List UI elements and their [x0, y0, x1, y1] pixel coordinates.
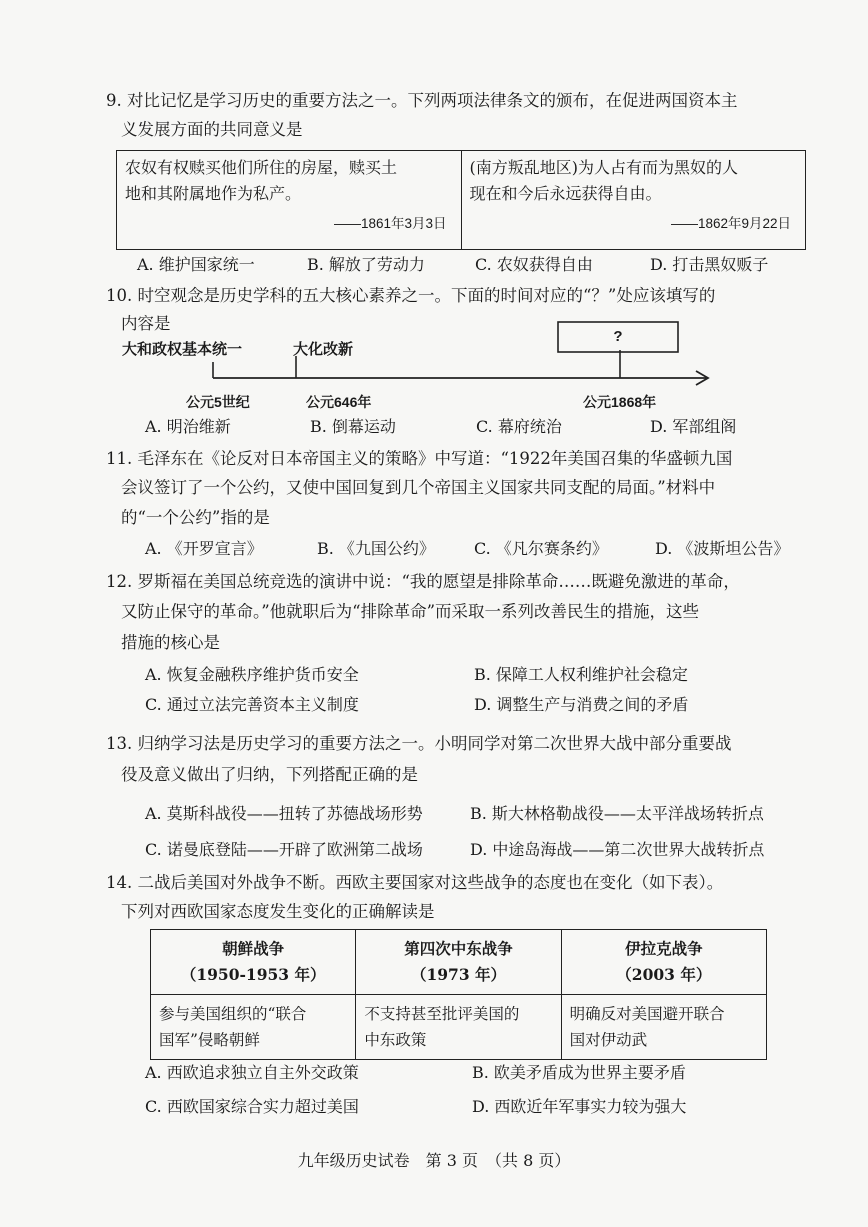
- q10-option-c[interactable]: C. 幕府统治: [476, 417, 562, 436]
- table-row: [151, 995, 767, 1060]
- q12-option-a[interactable]: A. 恢复金融秩序维护货币安全: [145, 665, 359, 684]
- q12-stem-line1: 12. 罗斯福在美国总统竞选的演讲中说：“我的愿望是排除革命……既避免激进的革命，: [106, 572, 740, 591]
- q9-option-a[interactable]: A. 维护国家统一: [137, 255, 255, 274]
- q9-right-line2: 现在和今后永远获得自由。: [469, 184, 662, 203]
- q9-right-line1: (南方叛乱地区)为人占有而为黑奴的人: [469, 158, 738, 177]
- q13-option-d[interactable]: D. 中途岛海战——第二次世界大战转折点: [470, 840, 765, 859]
- table-cell-attitude: [356, 995, 561, 1060]
- q11-option-d[interactable]: D. 《波斯坦公告》: [655, 539, 790, 558]
- q13-option-b[interactable]: B. 斯大林格勒战役——太平洋战场转折点: [470, 804, 764, 823]
- table-cell-attitude: [561, 995, 766, 1060]
- q9-option-b[interactable]: B. 解放了劳动力: [307, 255, 425, 274]
- q13-option-c[interactable]: C. 诺曼底登陆——开辟了欧洲第二战场: [145, 840, 423, 859]
- q9-stem-line1: 9. 对比记忆是学习历史的重要方法之一。下列两项法律条文的颁布，在促进两国资本主: [106, 91, 738, 110]
- timeline-event-1: 大和政权基本统一: [122, 340, 243, 358]
- cell-line: 国对伊动武: [569, 1031, 648, 1049]
- q12-stem-line3: 措施的核心是: [121, 633, 220, 652]
- q9-left-date: ——1861年3月3日: [333, 216, 447, 231]
- table-header-korean-war: [151, 930, 356, 995]
- timeline-question-mark: ?: [613, 328, 623, 345]
- cell-line: 参与美国组织的“联合: [159, 1005, 307, 1023]
- timeline-year-3: 公元1868年: [583, 394, 657, 410]
- header-war-name: 伊拉克战争: [625, 939, 703, 958]
- cell-line: 明确反对美国避开联合: [569, 1005, 725, 1023]
- header-war-years: （2003 年）: [616, 965, 712, 984]
- q14-option-d[interactable]: D. 西欧近年军事实力较为强大: [472, 1097, 687, 1116]
- q10-option-b[interactable]: B. 倒幕运动: [310, 417, 396, 436]
- timeline-year-2: 公元646年: [306, 394, 372, 410]
- table-row: [151, 930, 767, 995]
- q9-left-line2: 地和其附属地作为私产。: [125, 184, 302, 203]
- q11-option-c[interactable]: C. 《凡尔赛条约》: [474, 539, 608, 558]
- q14-option-c[interactable]: C. 西欧国家综合实力超过美国: [145, 1097, 359, 1116]
- table-cell-attitude: [151, 995, 356, 1060]
- q10-option-d[interactable]: D. 军部组阁: [650, 417, 737, 436]
- q9-right-date: ——1862年9月22日: [670, 216, 791, 231]
- q14-stem-line1: 14. 二战后美国对外战争不断。西欧主要国家对这些战争的态度也在变化（如下表）。: [106, 873, 724, 892]
- header-war-name: 第四次中东战争: [404, 939, 513, 958]
- q9-option-d[interactable]: D. 打击黑奴贩子: [650, 255, 769, 274]
- q9-left-line1: 农奴有权赎买他们所住的房屋，赎买土: [125, 158, 398, 177]
- q11-option-a[interactable]: A. 《开罗宣言》: [145, 539, 263, 558]
- timeline-diagram: [0, 0, 868, 400]
- q11-stem-line3: 的“一个公约”指的是: [121, 508, 270, 527]
- header-war-years: （1973 年）: [410, 965, 507, 984]
- q12-option-c[interactable]: C. 通过立法完善资本主义制度: [145, 695, 359, 714]
- header-war-years: （1950-1953 年）: [180, 965, 326, 984]
- cell-line: 不支持甚至批评美国的: [364, 1005, 520, 1023]
- q13-stem-line1: 13. 归纳学习法是历史学习的重要方法之一。小明同学对第二次世界大战中部分重要战: [106, 734, 732, 753]
- cell-line: 中东政策: [364, 1031, 427, 1049]
- q13-option-a[interactable]: A. 莫斯科战役——扭转了苏德战场形势: [145, 804, 423, 823]
- q10-stem-line1: 10. 时空观念是历史学科的五大核心素养之一。下面的时间对应的“？”处应该填写的: [106, 286, 716, 305]
- q14-stem-line2: 下列对西欧国家态度发生变化的正确解读是: [121, 902, 435, 921]
- q10-option-a[interactable]: A. 明治维新: [145, 417, 231, 436]
- q9-option-c[interactable]: C. 农奴获得自由: [475, 255, 593, 274]
- q10-stem-line2: 内容是: [121, 314, 171, 333]
- timeline-event-2: 大化改新: [293, 340, 354, 358]
- q14-option-b[interactable]: B. 欧美矛盾成为世界主要矛盾: [472, 1063, 686, 1082]
- q11-option-b[interactable]: B. 《九国公约》: [317, 539, 435, 558]
- q11-stem-line2: 会议签订了一个公约，又使中国回复到几个帝国主义国家共同支配的局面。”材料中: [121, 478, 716, 497]
- q13-stem-line2: 役及意义做出了归纳，下列搭配正确的是: [121, 765, 418, 784]
- header-war-name: 朝鲜战争: [222, 939, 285, 958]
- q14-war-table: [150, 929, 767, 1060]
- cell-line: 国军”侵略朝鲜: [159, 1031, 260, 1049]
- page-footer: 九年级历史试卷 第 3 页 （共 8 页）: [297, 1151, 571, 1170]
- table-header-middle-east-war: [356, 930, 561, 995]
- q9-stem-line2: 义发展方面的共同意义是: [121, 120, 303, 139]
- table-header-iraq-war: [561, 930, 766, 995]
- timeline-year-1: 公元5世纪: [186, 394, 250, 410]
- q14-option-a[interactable]: A. 西欧追求独立自主外交政策: [145, 1063, 359, 1082]
- q12-stem-line2: 又防止保守的革命。”他就职后为“排除革命”而采取一系列改善民生的措施，这些: [121, 602, 700, 621]
- q12-option-b[interactable]: B. 保障工人权利维护社会稳定: [474, 665, 688, 684]
- q11-stem-line1: 11. 毛泽东在《论反对日本帝国主义的策略》中写道：“1922年美国召集的华盛顿九国: [106, 449, 733, 468]
- q12-option-d[interactable]: D. 调整生产与消费之间的矛盾: [474, 695, 689, 714]
